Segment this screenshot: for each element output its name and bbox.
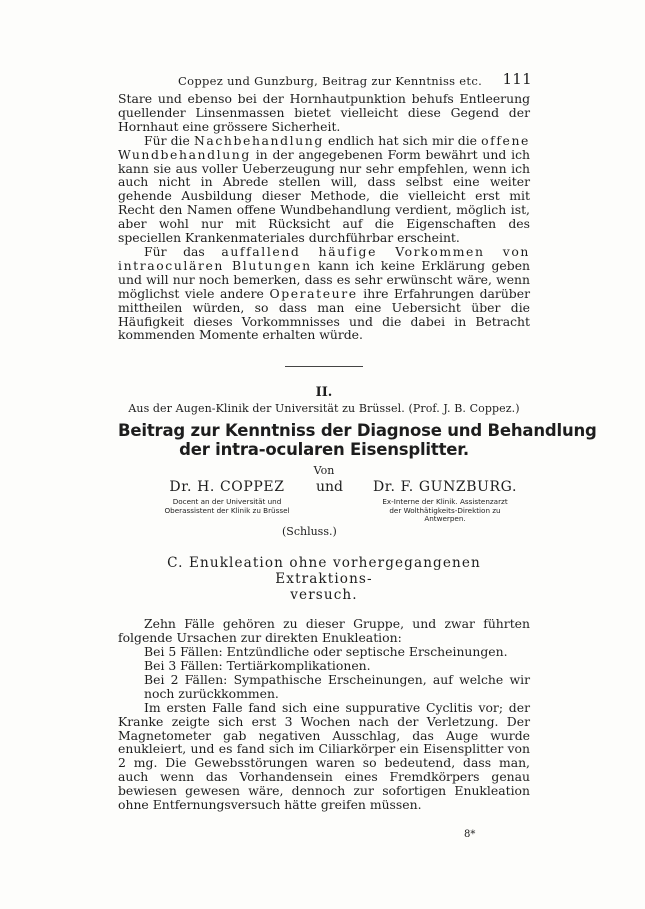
emphasis-offene-wundbehandlung: offene Wundbehandlung (118, 132, 530, 162)
conclusion-note: (Schluss.) (282, 525, 337, 539)
article-title (118, 421, 597, 460)
causes-list (118, 645, 530, 701)
title-line-2: der intra-ocularen Eisensplitter. (179, 440, 469, 460)
list-item: Bei 5 Fällen: Entzündliche oder septische Erscheinungen. (144, 644, 508, 660)
signature-mark: 8* (464, 829, 476, 840)
paragraph-nachbehandlung: Für die Nachbehandlung endlich hat sich mir die offene Wundbehandlung in der angegebenen Form bewährt und ich kann sie aus voller Ueberzeugung nur sehr empfehlen, wenn ich auch nicht in Abrede stellen will, dass selbst eine weiter gehende Ausbildung dieser Methode, die vielleicht erst mit Recht den Namen offene Wundbehandlung verdient, möglich ist, aber wohl nur mit Rücksicht auf die Eigenschaften des speciellen Krankenmateriales durchführbar erscheint. (118, 132, 530, 246)
list-item: Bei 2 Fällen: Sympathische Erscheinungen, auf welche wir noch zurückkommen. (144, 671, 530, 701)
paragraph-erster-fall: Im ersten Falle fand sich eine suppurative Cyclitis vor; der Kranke zeigte sich erst 3 Wochen nach der Verletzung. Der Magnetometer gab negativen Ausschlag, das Auge wurde enukleiert, und es fand sich im Ciliarkörper ein Eisensplitter von 2 mg. Die Gewebsstörungen waren so bedeutend, dass man, auch wenn das Vorhandensein eines Fremdkörpers genau bewiesen gewesen wäre, dennoch zur sofortigen Enukleation ohne Entfernungsversuch hätte greifen müssen. (118, 699, 530, 813)
page-number: 111 (502, 70, 532, 88)
clinic-affiliation: Aus der Augen-Klinik der Universität zu Brüssel. (Prof. J. B. Coppez.) (128, 402, 520, 416)
author-affiliation: Ex-Interne der Klinik. Assistenzarzt der Wolthätigkeits-Direktion zu Antwerpen. (382, 497, 508, 523)
running-header (118, 70, 530, 92)
list-item: Bei 3 Fällen: Tertiärkomplikationen. (144, 658, 371, 674)
byline-von: Von (313, 464, 335, 478)
section-divider (285, 366, 363, 367)
article-number: II. (315, 385, 333, 401)
paragraph-continuation: Stare und ebenso bei der Hornhautpunktion behufs Entleerung quellender Linsenmassen bietet vielleicht diese Gegend der Hornhaut eine grössere Sicherheit. (118, 91, 530, 134)
emphasis-operateure: Operateure (269, 285, 358, 301)
title-line-1: Beitrag zur Kenntniss der Diagnose und Behandlung (118, 421, 597, 441)
author-name: Dr. H. COPPEZ (169, 479, 285, 496)
authors-block (118, 479, 530, 541)
author-conjunction: und (316, 479, 343, 496)
emphasis-nachbehandlung: Nachbehandlung (193, 132, 324, 148)
author-name: Dr. F. GUNZBURG. (372, 479, 518, 496)
section-heading: C. Enukleation ohne vorhergegangenen Extraktions- versuch. (167, 555, 481, 604)
running-title: Coppez und Gunzburg, Beitrag zur Kenntniss etc. (178, 74, 483, 88)
paragraph-zehn-faelle: Zehn Fälle gehören zu dieser Gruppe, und zwar führten folgende Ursachen zur direkten Enukleation: (118, 616, 530, 646)
paragraph-blutungen: Für das auffallend häufige Vorkommen von intraoculären Blutungen kann ich keine Erklärung geben und will nur noch bemerken, dass es sehr erwünscht wäre, wenn möglichst viele andere Operateure ihre Erfahrungen darüber mittheilen würden, so dass man eine Uebersicht über die Häufigkeit dieses Vorkommnisses und die dabei in Betracht kommenden Momente erhalten würde. (118, 243, 531, 343)
author-affiliation: Docent an der Universität und Oberassistent der Klinik zu Brüssel (164, 497, 290, 515)
page (118, 70, 597, 813)
emphasis-blutungen: auffallend häufige Vorkommen von intraoculären Blutungen (118, 243, 530, 273)
author-gunzburg (350, 479, 540, 523)
author-coppez (142, 479, 312, 515)
